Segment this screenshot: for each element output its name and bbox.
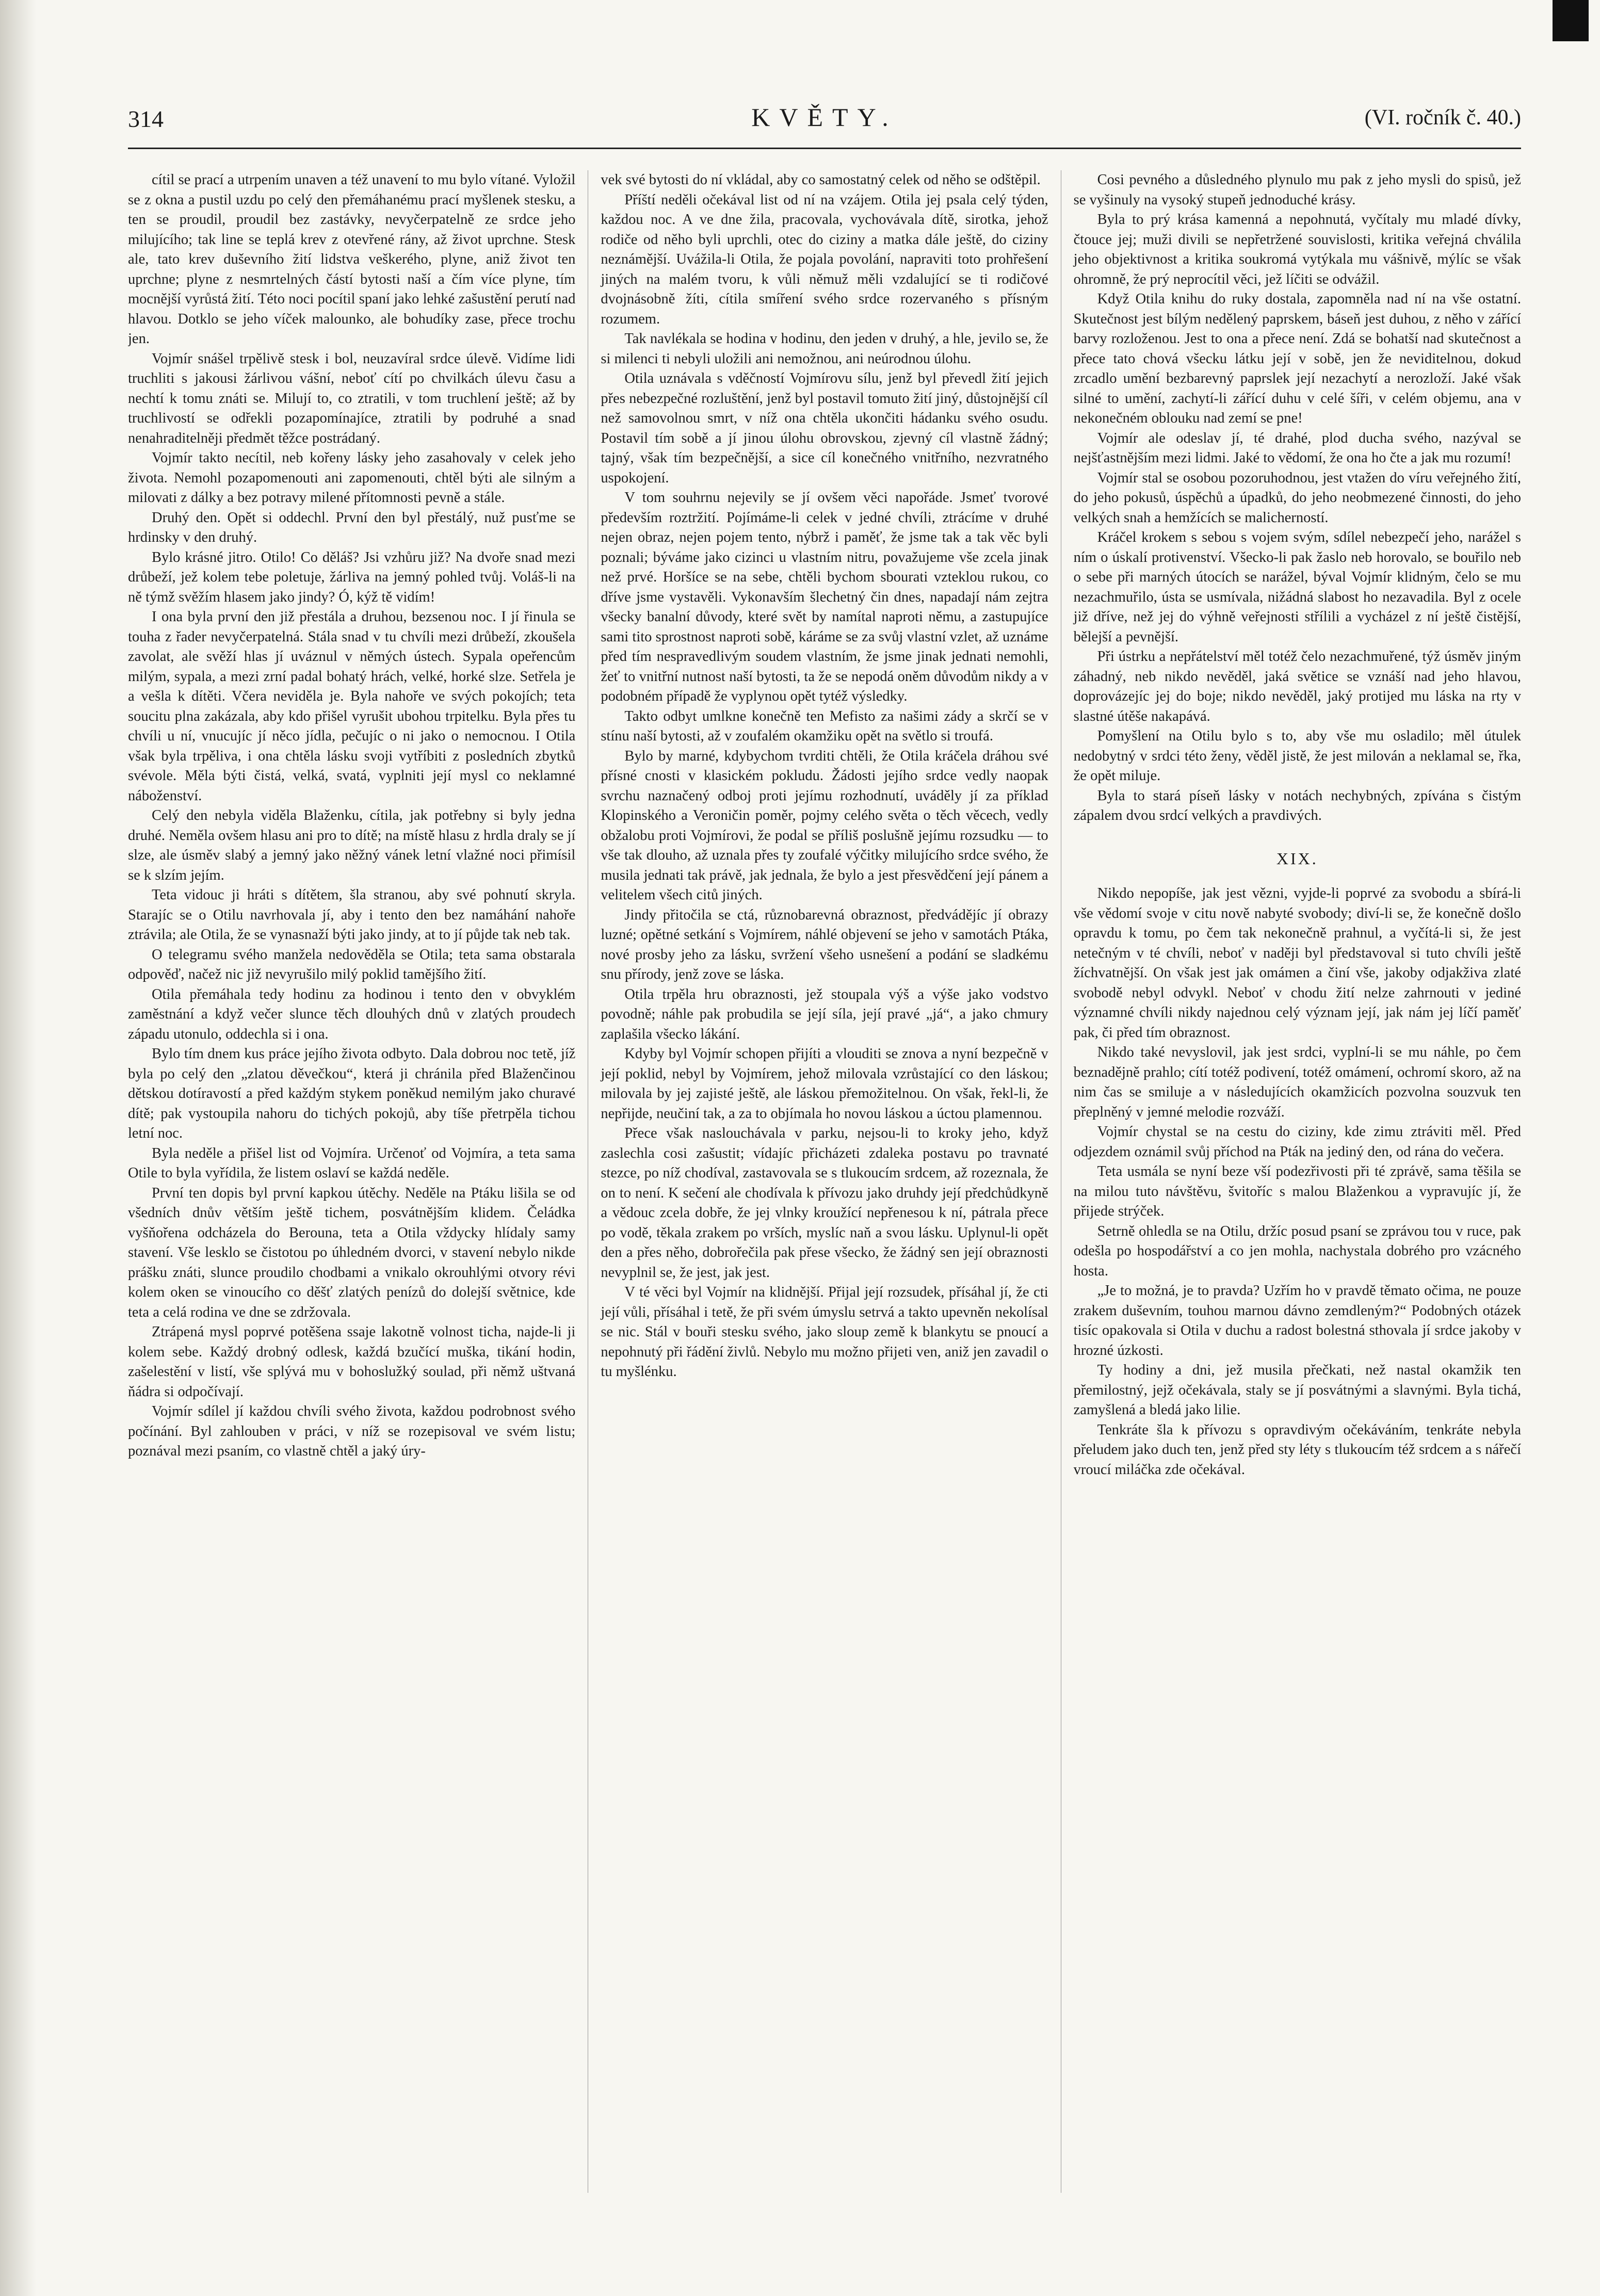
column-middle xyxy=(588,170,1048,2193)
paragraph: Vojmír ale odeslav jí, té drahé, plod ducha svého, nazýval se nejšťastnějším mezi lidmi. Jaké to vědomí, že ona ho čte a jak mu rozumí! xyxy=(1073,430,1521,466)
paragraph: vek své bytosti do ní vkládal, aby co samostatný celek od něho se odštěpil. xyxy=(601,172,1041,188)
header-rule xyxy=(128,148,1521,149)
paragraph: Bylo tím dnem kus práce jejího života odbyto. Dala dobrou noc tetě, jíž byla po celý den „zlatou děvečkou“, která ji chránila před Blaženčinou dětskou dotíravostí a před každým stykem poněkud nemilým jako churavé dítě; pak vystoupila nahoru do tichých pokojů, aby tíše přetrpěla tichou letní noc. xyxy=(128,1046,576,1141)
paragraph: V tom souhrnu nejevily se jí ovšem věci napořáde. Jsmeť tvorové především roztržití. Pojímáme-li celek v jedné chvíli, ztrácíme v druhé nejen obraz, nejen pojem tento, nýbrž i paměť, že jsme tak a tak věc byli poznali; býváme jako cizinci u vlastním nitru, považujeme vše zcela jinak než prvé. Horšíce se na sebe, chtěli bychom sbourati vzteklou rukou, co dříve jsme vystavěli. Vykonavším šlechetný čin dnes, napadají nám zejtra všecky banalní důvody, které svět by namítal naproti němu, a zastupujíce sami tito sprostnost naproti sobě, káráme se za svůj vlastní vzlet, až uznáme před tím nespravedlivým soudem vlastním, že jsme jinak jednati nemohli, žeť to vnitřní nutnost naší bytosti, ta že se nepodá oněm důvodům nikdy a v podobném případě že vyplynou opět tytéž výsledky. xyxy=(601,490,1048,704)
journal-title: KVĚTY. xyxy=(751,103,898,132)
paragraph: Byla neděle a přišel list od Vojmíra. Určenoť od Vojmíra, a teta sama Otile to byla vyřídila, že listem oslaví se každá neděle. xyxy=(128,1145,576,1181)
paragraph: Vojmír sdílel jí každou chvíli svého života, každou podrobnost svého počínání. Byl zahlouben v práci, v níž se rozepisoval ve svém listu; poznával mezi psaním, co vlastně chtěl a jaký úry- xyxy=(128,1403,576,1459)
paragraph: Tak navlékala se hodina v hodinu, den jeden v druhý, a hle, jevilo se, že si milenci ti nebyli uložili ani nemožnou, ani neúrodnou úlohu. xyxy=(601,331,1048,367)
paragraph: Přece však naslouchávala v parku, nejsou-li to kroky jeho, když zaslechla cosi zašustit; vídajíc přicházeti zdaleka postavu po travnaté stezce, po níž chodíval, zastavovala se s tlukoucím srdcem, až rozeznala, že on to není. K sečení ale chodívala k přívozu jako druhdy její předchůdkyně a vědouc zcela dobře, že jej vlnky kroužící nepřenesou k ní, pátrala přece po vodě, těkala zrakem po vrších, myslíc naň a svou lásku. Uplynul-li opět den a přes něho, dobrořečila pak přese všecko, že žádný sen její obraznosti nevyplnil se, že jest, jak jest. xyxy=(601,1125,1048,1281)
paragraph: Když Otila knihu do ruky dostala, zapomněla nad ní na vše ostatní. Skutečnost jest bílým nedělený paprskem, báseň jest duhou, z něho v zářící barvy rozloženou. Jest to ona a přece není. Zdá se bohatší nad skutečnost a přece tato chová všecku látku její v sobě, jen že neviditelnou, dokud zrcadlo umění bezbarevný paprslek její nezachytí a nerozloží. Jaké však silné to umění, zachytí-li zářící duhu v celé šíři, v celém objemu, ana v nekonečném oblouku nad zemí se pne! xyxy=(1073,291,1521,426)
paragraph: Jindy přitočila se ctá, různobarevná obraznost, předvádějíc jí obrazy luzné; opětné setkání s Vojmírem, náhlé objevení se jeho v samotách Ptáka, nové prosby jeho za lásku, svržení všeho usnešení a podání se sladkému snu přírody, jenž zove se láska. xyxy=(601,907,1048,982)
paragraph: Pomyšlení na Otilu bylo s to, aby vše mu osladilo; měl útulek nedobytný v srdci této ženy, věděl jistě, že jest milován a neklamal se, řka, že opět miluje. xyxy=(1073,728,1521,784)
column-right xyxy=(1061,170,1521,2193)
paragraph: Byla to prý krása kamenná a nepohnutá, vyčítaly mu mladé dívky, čtouce jej; muži divili se nepřetržené souvislosti, kritika veřejná chválila jeho objektivnost a kritika soukromá vytýkala mu vášnivě, mýlíc se však ohromně, že prý neprocítil věci, jež líčiti se odvážil. xyxy=(1073,212,1521,287)
chapter-heading: XIX. xyxy=(1276,849,1318,868)
paragraph: „Je to možná, je to pravda? Uzřím ho v pravdě těmato očima, ne pouze zrakem duševním, touhou marnou dávno zemdleným?“ Podobných otázek tisíc opakovala si Otila v duchu a radost bolestná sthovala jí srdce jakoby v hrozné úzkosti. xyxy=(1073,1283,1521,1359)
paragraph: Příští neděli očekával list od ní na vzájem. Otila jej psala celý týden, každou noc. A ve dne žila, pracovala, vychovávala dítě, sirotka, jehož rodiče od něho byli uprchli, otec do ciziny a matka dále ještě, do ciziny neznámější. Uvážila-li Otila, že pojala povolání, napraviti toto prohřešení jiných na malém tvoru, k vůli němuž měli vzdalující se ti rodičové dvojnásobně žíti, cítila smíření svého srdce rozervaného s přísným rozumem. xyxy=(601,191,1048,327)
paragraph: Nikdo nepopíše, jak jest vězni, vyjde-li poprvé za svobodu a sbírá-li vše vědomí svoje v citu nově nabyté svobody; diví-li se, že konečně došlo opravdu k tomu, po čem tak nekonečně prahnul, a vyčítá-li si, že jest netečným v té chvíli, neboť v naději byl představoval si tuto chvíli ještě žíchvatnější. On však jest jak omámen a činí vše, jakoby odjakživa zlaté svobodě nebyl odvykl. Neboť v chodu žití nelze zahrnouti v jediné významné chvíli nikdy najednou celý význam její, jak nám jej líčí paměť pak, či před tím obraznost. xyxy=(1073,885,1521,1041)
paragraph: Setrně ohledla se na Otilu, držíc posud psaní se zprávou tou v ruce, pak odešla po hospodářství a co jen mohla, nachystala dobrého pro vzácného hosta. xyxy=(1073,1223,1521,1279)
paragraph: Druhý den. Opět si oddechl. První den byl přestálý, nuž pusťme se hrdinsky v den druhý. xyxy=(128,509,576,545)
issue-label: (VI. ročník č. 40.) xyxy=(1364,106,1521,130)
paragraph: Otila přemáhala tedy hodinu za hodinou i tento den v obvyklém zaměstnání a když večer slunce těch dlouhých dnů v zlatých proudech západu utonulo, oddechla si i ona. xyxy=(128,986,576,1042)
paragraph: Vojmír snášel trpělivě stesk i bol, neuzavíral srdce úlevě. Vidíme lidi truchliti s jakousi žárlivou vášní, neboť cítí po chvilkách úlevu času a nechtí k tomu znáti se. Milují to, co ztratili, v tom truchlení ještě; až by truchlivostí se odřekli pozapomínajíce, ztratili by podruhé a snad nenahraditelněji předmět těžce postrádaný. xyxy=(128,350,576,446)
paragraph: Ty hodiny a dni, jež musila přečkati, než nastal okamžik ten přemilostný, jejž očekávala, staly se jí posvátnými a slavnými. Byla tichá, zamyšlená a bledá jako lilie. xyxy=(1073,1362,1521,1418)
paragraph: Teta usmála se nyní beze vší podezřivosti při té zprávě, sama těšila se na milou tuto návštěvu, švitoříc s malou Blaženkou a vypravujíc jí, že přijede strýček. xyxy=(1073,1163,1521,1219)
paragraph: Teta vidouc ji hráti s dítětem, šla stranou, aby své pohnutí skryla. Starajíc se o Otilu navrhovala jí, aby i tento den bez namáhání nahoře ztrávila; ale Otila, že se vynasnaží býti jako jindy, at to jí půjde tak neb tak. xyxy=(128,887,576,943)
column-left xyxy=(128,170,575,2193)
paragraph: Vojmír stal se osobou pozoruhodnou, jest vtažen do víru veřejného žití, do jeho pokusů, úspěchů a úpadků, do jeho neobmezené činnosti, do jeho velkých snah a hemžících se malicherností. xyxy=(1073,470,1521,526)
page xyxy=(128,98,1521,2193)
paragraph: Bylo by marné, kdybychom tvrditi chtěli, že Otila kráčela dráhou své přísné cnosti v klasickém pokludu. Žádosti jejího srdce vedly naopak svrchu naznačený odboj proti jejímu rozhodnutí, uváděly jí za příklad Klopinského a Veroničin poměr, pojmy celého světa o těch věcech, vedly obžalobu proti Vojmírovi, že podal se příliš poslušně jejímu rozsudku — to vše tak dlouho, až uznala přes ty zoufalé výčitky milujícího srdce svého, že musila jednati tak právě, jak jednala, že bylo a jest přesvědčení její pánem a velitelem všech citů jiných. xyxy=(601,748,1048,903)
page-number: 314 xyxy=(128,106,164,132)
paragraph: O telegramu svého manžela nedověděla se Otila; teta sama obstarala odpověď, načež nic již nevyrušilo milý poklid tamějšího žití. xyxy=(128,946,576,982)
paragraph: Vojmír chystal se na cestu do ciziny, kde zimu ztráviti měl. Před odjezdem oznámil svůj příchod na Pták na jediný den, od rána do večera. xyxy=(1073,1124,1521,1160)
text-columns xyxy=(128,170,1521,2193)
paragraph: Vojmír takto necítil, neb kořeny lásky jeho zasahovaly v celek jeho života. Nemohl pozapomenouti ani zapomenouti, chtěl býti ale silným a milovati z dálky a bez potravy milené přítomnosti pevně a stále. xyxy=(128,450,576,506)
paragraph: Kráčel krokem s sebou s vojem svým, sdílel nebezpečí jeho, narážel s ním o úskalí protivenství. Všecko-li pak žaslo neb horovalo, se bouřilo neb o sebe při marných útocích se narážel, býval Vojmír klidným, čelo se mu nezachmuřilo, ústa se usmívala, nižádná slabost ho nezavadila. Byl z ocele již dříve, než jej do výhně veřejnosti střílili a vycházel z ní ještě čistější, bělejší a pevnější. xyxy=(1073,529,1521,645)
paragraph: Byla to stará píseň lásky v notách nechybných, zpívána s čistým zápalem dvou srdcí velkých a pravdivých. xyxy=(1073,787,1521,823)
paragraph: I ona byla první den již přestála a druhou, bezsenou noc. I jí řinula se touha z řader nevyčerpatelná. Stála snad v tu chvíli mezi drůbeží, zkoušela zavolat, ale svěží hlas jí uváznul v němých ústech. Sypala opeřencům milým, sypala, a mezi zrní padal bohatý hrách, velké, horké slze. Setřela je a vešla k dítěti. Včera neviděla je. Byla nahoře ve svých pokojích; teta soucitu plna zakázala, aby kdo přišel vyrušit ubohou trpitelku. Byla přes tu chvíli u ní, vnucujíc jí něco jídla, pečujíc o ni jako o nemocnou. I Otila však byla trpěliva, i ona chtěla lásku svoji vytříbiti z posledních zbytků svévole. Měla býti čistá, velká, svatá, vyplniti její mysl co neklamné náboženství. xyxy=(128,609,576,804)
running-header xyxy=(128,98,1521,160)
paragraph: Takto odbyt umlkne konečně ten Mefisto za našimi zády a skrčí se v stínu naší bytosti, až v zoufalém okamžiku opět na světlo si troufá. xyxy=(601,708,1048,744)
paragraph: Celý den nebyla viděla Blaženku, cítila, jak potřebny si byly jedna druhé. Neměla ovšem hlasu ani pro to dítě; na místě hlasu z hrdla draly se jí slze, ale úsměv slabý a jemný jako něžný vánek letní vlažné noci přimísil se k slzím jejím. xyxy=(128,807,576,883)
scan-shadow xyxy=(0,0,36,2296)
paragraph: Tenkráte šla k přívozu s opravdivým očekáváním, tenkráte nebyla přeludem jako duch ten, jenž před sty léty s tlukoucím též srdcem a s nářečí vroucí miláčka zde očekával. xyxy=(1073,1421,1521,1478)
scan-corner-mark xyxy=(1553,0,1589,41)
paragraph: Bylo krásné jitro. Otilo! Co děláš? Jsi vzhůru již? Na dvoře snad mezi drůbeží, jež kolem tebe poletuje, žárliva na jemný pohled tvůj. Voláš-li na ně týmž svěžím hlasem jako jindy? Ó, kýž tě vidím! xyxy=(128,549,576,605)
paragraph: Otila trpěla hru obraznosti, jež stoupala výš a výše jako vodstvo povodně; náhle pak probudila se její síla, její pravé „já“, a jako chmury zaplašila všecko lákání. xyxy=(601,986,1048,1042)
paragraph: Ztrápená mysl poprvé potěšena ssaje lakotně volnost ticha, najde-li ji kolem sebe. Každý drobný odlesk, každá bzučící muška, tikání hodin, zašelestění v listí, vše splývá mu v bohoslužký soulad, při němž uštvaná ňádra si odpočívají. xyxy=(128,1324,576,1400)
paragraph: První ten dopis byl první kapkou útěchy. Neděle na Ptáku lišila se od všedních dnův větším ještě tichem, posvátnějším klidem. Čeládka vyšňořena odcházela do Berouna, teta a Otila vždycky hlídaly samy stavení. Vše lesklo se čistotou po úhledném dvorci, v stavení nebylo nikde prášku znáti, slunce proudilo chodbami a vnikalo okrouhlými otvory révi kolem oken se vinoucího co děšť zlatých penízů do dolejší světnice, kde teta a celá rodina ve dne se zdržovala. xyxy=(128,1185,576,1320)
paragraph: V té věci byl Vojmír na klidnější. Přijal její rozsudek, přísáhal jí, že cti její vůli, přísáhal i tetě, že při svém úmyslu setrvá a takto upevněn nekolísal se nic. Stál v bouři stesku svého, jako sloup země k blankytu se pnoucí a nepohnutý při řádění živlů. Nebylo mu možno přijeti ven, aniž jen zavadil o tu myšlénku. xyxy=(601,1284,1048,1380)
paragraph: Nikdo také nevyslovil, jak jest srdci, vyplní-li se mu náhle, po čem beznadějně prahlo; cítí totéž podivení, totéž omámení, ochromí skoro, až na nim čas se smiluje a v následujících okamžicích pozvolna souzvuk ten přeplněný v jemné melodie rozváží. xyxy=(1073,1044,1521,1120)
paragraph: Při ústrku a nepřátelství měl totéž čelo nezachmuřené, týž úsměv jiným záhadný, neb nikdo nevěděl, jaká světice se vznáší nad jeho hlavou, doprovázejíc jej do boje; nikdo nevěděl, jaký protijed mu láska na rty v slastné útěše nakapává. xyxy=(1073,649,1521,724)
paragraph: Otila uznávala s vděčností Vojmírovu sílu, jenž byl převedl žití jejich přes nebezpečné rozluštění, jenž byl postavil tomuto žití jiný, důstojnější cíl než samovolnou smrt, v níž ona chtěla ukončiti hádanku svého osudu. Postavil tím sobě a jí jinou úlohu obrovskou, zjevný cíl vlastně žádný; tajný, však tím bezpečnější, a sice cíl konečného vnitřního, nezvratného uspokojení. xyxy=(601,370,1048,486)
paragraph: Cosi pevného a důsledného plynulo mu pak z jeho mysli do spisů, jež se vyšinuly na vysoký stupeň jednoduché krásy. xyxy=(1073,172,1521,208)
paragraph: cítil se prací a utrpením unaven a též unavení to mu bylo vítané. Vyložil se z okna a pustil uzdu po celý den přemáhanému prací myšlenek stesku, a ten se proudil, proudil bez zastávky, nevyčerpatelně ze srdce jeho milujícího; tak line se teplá krev z otevřené rány, až život uprchne. Stesk ale, tato krev duševního žití lidstva veškerého, plyne, aniž život ten uprchne; plyne z nesmrtelných částí bytosti naší a čím více plyne, tím mocnější vyrůstá žití. Této noci pocítil spaní jako lehké zašustění perutí nad hlavou. Dotklo se jeho víček malounko, ale bohudíky zase, přece trochu jen. xyxy=(128,172,576,347)
paragraph: Kdyby byl Vojmír schopen přijíti a vlouditi se znova a nyní bezpečně v její poklid, nebyl by Vojmírem, jehož milovala vzrůstající co den láskou; milovala by jej zajisté ještě, ale láskou přemožitelnou. On však, řekl-li, že nepřijde, neučiní tak, a za to objímala ho novou láskou a úctou plamennou. xyxy=(601,1046,1048,1122)
